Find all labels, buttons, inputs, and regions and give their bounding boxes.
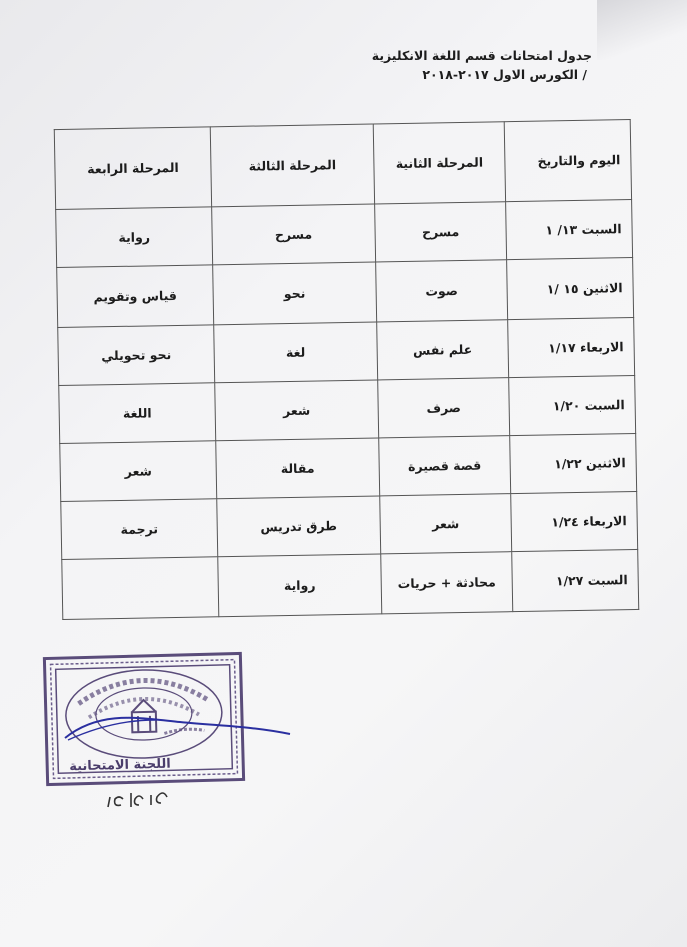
- row-stage-3: شعر: [215, 380, 379, 441]
- row-stage-3: مسرح: [212, 204, 376, 265]
- document-title: جدول امتحانات قسم اللغة الانكليزية: [371, 48, 592, 63]
- row-stage-2: قصة قصيرة: [378, 436, 510, 496]
- page-fold-shadow: [597, 0, 687, 60]
- row-day-date: الاربعاء ١/٢٤: [511, 491, 638, 551]
- table-row: [60, 433, 637, 501]
- row-stage-2: صرف: [377, 378, 509, 438]
- table-row: [61, 491, 638, 559]
- row-stage-3: مقالة: [216, 438, 380, 499]
- table-row: [57, 257, 634, 327]
- row-stage-4: نحو تحويلي: [58, 325, 215, 386]
- header-stage-2: المرحلة الثانية: [373, 122, 506, 204]
- row-stage-3: طرق تدريس: [217, 496, 381, 557]
- table-row: [62, 549, 639, 619]
- table-header-row: [54, 120, 631, 210]
- header-stage-3: المرحلة الثالثة: [210, 124, 374, 207]
- row-stage-4: شعر: [60, 441, 217, 502]
- document-subtitle: / الكورس الاول ٢٠١٧-٢٠١٨: [422, 67, 587, 82]
- row-stage-3: نحو: [213, 262, 377, 325]
- header-stage-4: المرحلة الرابعة: [54, 127, 211, 210]
- row-stage-4: اللغة: [59, 383, 216, 444]
- row-stage-3: رواية: [218, 554, 382, 617]
- row-stage-4: [62, 557, 219, 620]
- table-row: [58, 317, 635, 385]
- exam-schedule-table: [54, 119, 639, 620]
- table-row: [59, 375, 636, 443]
- table-row: [56, 199, 633, 267]
- row-day-date: السبت ١٣/ ١: [506, 199, 633, 259]
- signature-stroke: [60, 700, 300, 750]
- row-stage-2: شعر: [379, 494, 511, 554]
- row-stage-2: صوت: [375, 260, 507, 322]
- row-stage-4: ترجمة: [61, 499, 218, 560]
- row-stage-2: محادثة + حريات: [381, 552, 513, 614]
- handwritten-signature: [105, 785, 175, 813]
- row-day-date: الاثنين ١/٢٢: [510, 433, 637, 493]
- row-day-date: الاربعاء ١/١٧: [508, 317, 635, 377]
- row-stage-2: مسرح: [374, 202, 506, 262]
- row-stage-3: لغة: [214, 322, 378, 383]
- row-stage-4: قياس وتقويم: [57, 265, 214, 328]
- row-day-date: الاثنين ١٥ /١: [507, 257, 634, 319]
- row-day-date: السبت ١/٢٠: [509, 375, 636, 435]
- header-day-date: اليوم والتاريخ: [504, 120, 631, 202]
- committee-label: اللجنة الامتحانية: [69, 756, 171, 775]
- row-day-date: السبت ١/٢٧: [512, 549, 639, 611]
- row-stage-4: رواية: [56, 207, 213, 268]
- row-stage-2: علم نفس: [376, 320, 508, 380]
